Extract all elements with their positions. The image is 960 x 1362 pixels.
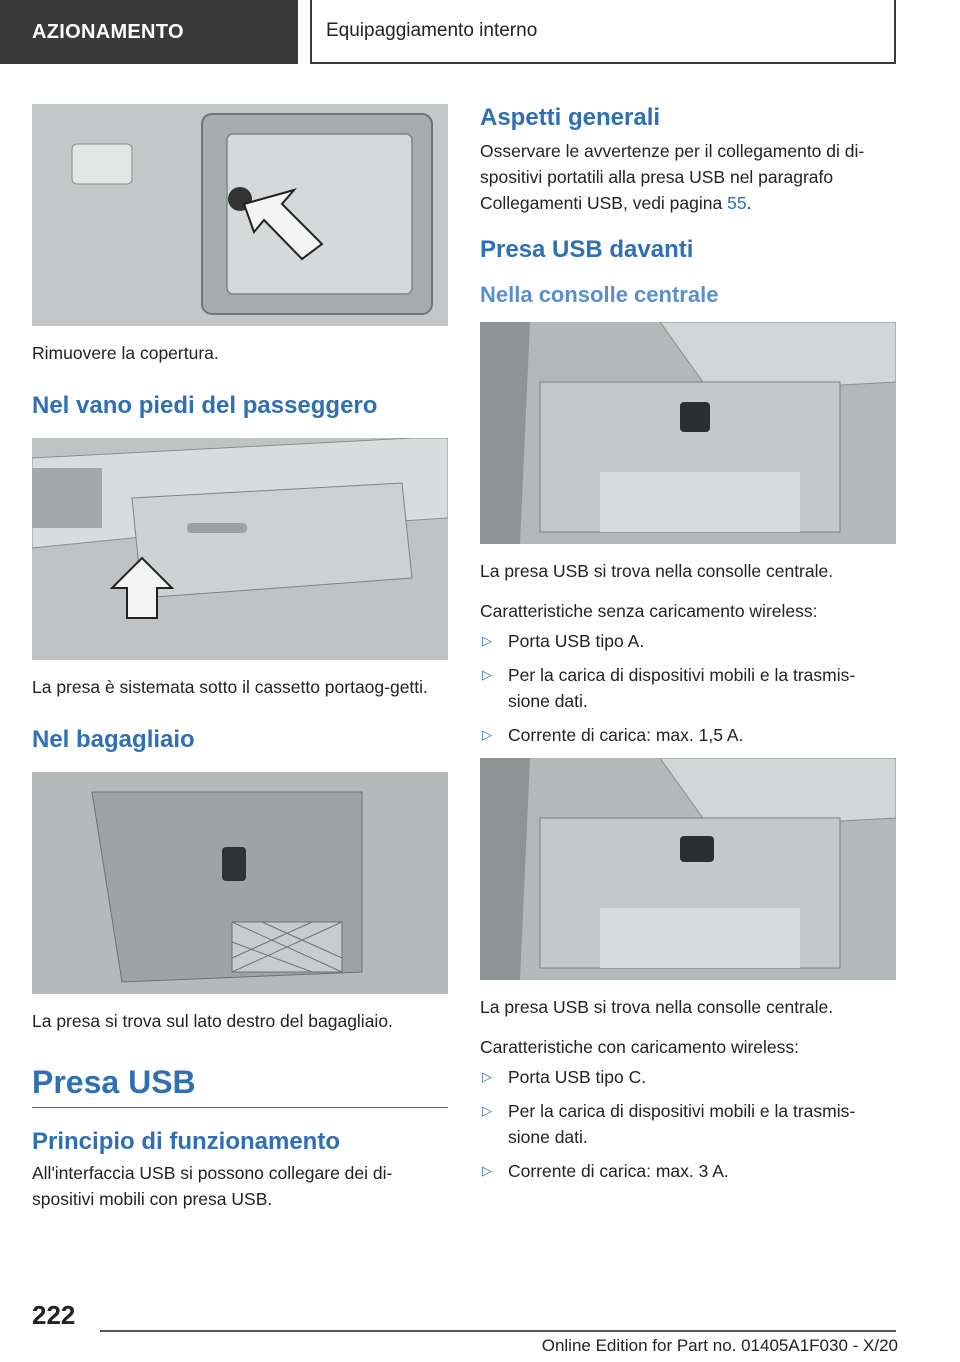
usb-cover-photo xyxy=(32,104,448,326)
console-photo-1 xyxy=(480,322,896,544)
features-wireless-list xyxy=(480,1064,896,1184)
triangle-right-outline-icon: ▷ xyxy=(482,1103,492,1118)
trunk-photo xyxy=(32,772,448,994)
triangle-right-outline-icon: ▷ xyxy=(482,633,492,648)
general-text-body: Osservare le avvertenze per il collegamento di di-spositivi portatili alla presa USB nel paragrafo Collegamenti USB, vedi pagina xyxy=(480,141,865,213)
general-text xyxy=(480,138,896,216)
section-tab xyxy=(0,0,298,64)
list-item: ▷ Porta USB tipo C. xyxy=(480,1064,896,1090)
subheading-center-console: Nella consolle centrale xyxy=(480,282,719,307)
list-item: ▷ Per la carica di dispositivi mobili e la trasmis-sione dati. xyxy=(480,1098,896,1150)
list-item: ▷ Porta USB tipo A. xyxy=(480,628,896,654)
page-number: 222 xyxy=(32,1300,76,1330)
triangle-right-outline-icon: ▷ xyxy=(482,1163,492,1178)
caption-remove-cover: Rimuovere la copertura. xyxy=(32,343,219,363)
footer-edition: Online Edition for Part no. 01405A1F030 - X/20 xyxy=(541,1336,898,1355)
triangle-right-outline-icon: ▷ xyxy=(482,1069,492,1084)
right-column xyxy=(480,104,896,1192)
list-item: ▷ Per la carica di dispositivi mobili e la trasmis-sione dati. xyxy=(480,662,896,714)
passenger-footwell-photo xyxy=(32,438,448,660)
section-title: AZIONAMENTO xyxy=(32,20,184,43)
title-usb-socket: Presa USB xyxy=(32,1064,448,1108)
general-text-end: . xyxy=(746,193,752,213)
caption-trunk: La presa si trova sul lato destro del bagagliaio. xyxy=(32,1011,393,1031)
triangle-right-outline-icon: ▷ xyxy=(482,667,492,682)
footer-divider xyxy=(100,1330,896,1332)
caption-console-2: La presa USB si trova nella consolle centrale. xyxy=(480,997,834,1017)
principle-text: All'interfaccia USB si possono collegare dei di-spositivi mobili con presa USB. xyxy=(32,1163,393,1209)
left-column xyxy=(32,104,448,1212)
page-link-55[interactable]: 55 xyxy=(727,193,747,213)
chapter-tab xyxy=(310,0,896,64)
chapter-title: Equipaggiamento interno xyxy=(326,20,538,41)
caption-console-1: La presa USB si trova nella consolle centrale. xyxy=(480,561,834,581)
triangle-right-outline-icon: ▷ xyxy=(482,727,492,742)
console-photo-2 xyxy=(480,758,896,980)
features-wireless-title: Caratteristiche con caricamento wireless: xyxy=(480,1037,800,1057)
list-item: ▷ Corrente di carica: max. 1,5 A. xyxy=(480,722,896,748)
features-no-wireless-list xyxy=(480,628,896,748)
features-no-wireless-title: Caratteristiche senza caricamento wireless: xyxy=(480,601,818,621)
heading-front-usb: Presa USB davanti xyxy=(480,236,694,263)
heading-principle: Principio di funzionamento xyxy=(32,1128,340,1155)
caption-glovebox: La presa è sistemata sotto il cassetto portaog-getti. xyxy=(32,677,428,697)
heading-trunk: Nel bagagliaio xyxy=(32,726,195,753)
list-item: ▷ Corrente di carica: max. 3 A. xyxy=(480,1158,896,1184)
heading-passenger-footwell: Nel vano piedi del passeggero xyxy=(32,392,378,419)
heading-general: Aspetti generali xyxy=(480,104,661,131)
